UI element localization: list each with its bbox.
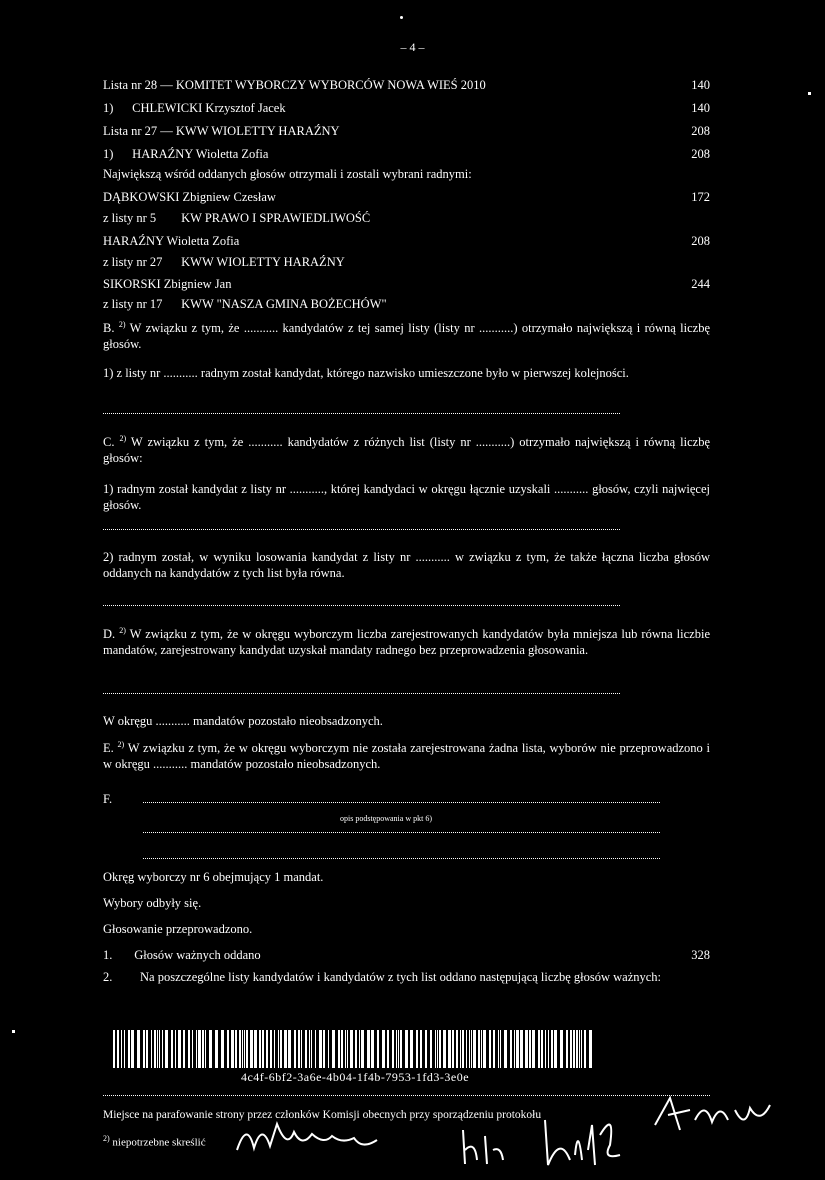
- signature: [232, 1110, 382, 1160]
- barcode-bar: [532, 1030, 535, 1068]
- barcode-bar: [538, 1030, 540, 1068]
- barcode-bar: [473, 1030, 476, 1068]
- barcode-bar: [270, 1030, 272, 1068]
- barcode-bar: [529, 1030, 531, 1068]
- barcode-bar: [209, 1030, 212, 1068]
- barcode-bar: [323, 1030, 325, 1068]
- barcode-bar: [124, 1030, 125, 1068]
- list-27-votes: 208: [691, 124, 710, 138]
- list-28-votes: 140: [691, 78, 710, 92]
- barcode-bar: [554, 1030, 557, 1068]
- barcode-bar: [131, 1030, 134, 1068]
- section-b-text: [103, 320, 710, 352]
- barcode-bar: [498, 1030, 499, 1068]
- barcode-bar: [545, 1030, 546, 1068]
- barcode-bar: [121, 1030, 122, 1068]
- barcode-bar: [242, 1030, 243, 1068]
- barcode-bar: [192, 1030, 193, 1068]
- elected-row: [103, 190, 710, 206]
- barcode-bar: [227, 1030, 229, 1068]
- scan-speck: [12, 1030, 15, 1033]
- footer-text: Miejsce na parafowanie strony przez członków Komisji obecnych przy sporządzeniu protokołu: [103, 1109, 542, 1121]
- barcode-bar: [570, 1030, 572, 1068]
- barcode-bar: [548, 1030, 549, 1068]
- valid-votes-row: [103, 948, 710, 964]
- barcode-bar: [361, 1030, 364, 1068]
- barcode-bar: [143, 1030, 145, 1068]
- dotted-separator: [103, 529, 620, 530]
- candidate-votes: 140: [691, 101, 710, 115]
- barcode-bar: [396, 1030, 397, 1068]
- dotted-separator: [103, 693, 620, 694]
- section-letter: B.: [103, 321, 115, 336]
- barcode-bar: [288, 1030, 291, 1068]
- footer-footnote: [103, 1134, 206, 1150]
- barcode-bar: [355, 1030, 357, 1068]
- barcode-bar: [198, 1030, 201, 1068]
- list-27-label: Lista nr 27 — KWW WIOLETTY HARAŹNY: [103, 124, 340, 138]
- elected-list-row: [103, 297, 387, 313]
- section-f-letter: F.: [103, 792, 113, 806]
- barcode-bar: [525, 1030, 528, 1068]
- barcode-bar: [345, 1030, 346, 1068]
- barcode-bar: [516, 1030, 519, 1068]
- barcode-bar: [573, 1030, 575, 1068]
- barcode-bar: [231, 1030, 234, 1068]
- footnote-text: niepotrzebne skreślić: [112, 1136, 206, 1149]
- list-28-candidate-row: [103, 101, 710, 117]
- barcode-bar: [520, 1030, 523, 1068]
- elected-committee: KWW "NASZA GMINA BOŻECHÓW": [181, 297, 387, 311]
- footnote-mark: 2): [119, 434, 127, 443]
- barcode-bar: [367, 1030, 370, 1068]
- barcode-bar: [579, 1030, 580, 1068]
- barcode-bar: [137, 1030, 140, 1068]
- barcode-bar: [581, 1030, 582, 1068]
- list-27-row: [103, 124, 710, 140]
- barcode-bar: [387, 1030, 389, 1068]
- barcode-bar: [254, 1030, 257, 1068]
- section-b-paragraph-2: 1) z listy nr ........... radnym został kandydat, którego nazwisko umieszczone było w pierwszej kolejności.: [103, 366, 629, 380]
- barcode-bar: [435, 1030, 436, 1068]
- barcode-bar: [359, 1030, 360, 1068]
- elected-list-row: [103, 211, 370, 227]
- barcode-bar: [162, 1030, 163, 1068]
- scan-speck: [400, 16, 403, 19]
- section-c-text: [103, 434, 710, 466]
- barcode-bar: [315, 1030, 316, 1068]
- barcode-bar: [439, 1030, 441, 1068]
- page-number: – 4 –: [400, 40, 425, 54]
- barcode-bar: [188, 1030, 190, 1068]
- barcode-bar: [400, 1030, 402, 1068]
- elected-list-number: z listy nr 27: [103, 255, 163, 269]
- barcode-bar: [298, 1030, 300, 1068]
- barcode-bar: [560, 1030, 563, 1068]
- footnote-mark: 2): [118, 320, 126, 329]
- barcode-bar: [250, 1030, 253, 1068]
- section-b-paragraph-1: W związku z tym, że ........... kandydatów z tej samej listy (listy nr ...........) otrzymało największą i równą liczbę głosów.: [103, 321, 711, 351]
- dotted-line: [143, 832, 660, 833]
- barcode-bar: [350, 1030, 353, 1068]
- barcode-bar: [481, 1030, 482, 1068]
- barcode-bar: [398, 1030, 399, 1068]
- barcode-bar: [128, 1030, 130, 1068]
- candidate-name: CHLEWICKI Krzysztof Jacek: [132, 101, 286, 115]
- barcode-bar: [460, 1030, 461, 1068]
- section-c-paragraph-1: W związku z tym, że ........... kandydatów z różnych list (listy nr ...........) otrzymało największą i równą liczbę głosów:: [103, 435, 710, 465]
- barcode-bar: [309, 1030, 310, 1068]
- barcode-bar: [175, 1030, 176, 1068]
- barcode-bar: [205, 1030, 206, 1068]
- dotted-separator: [103, 413, 620, 414]
- barcode-bar: [392, 1030, 394, 1068]
- barcode-bar: [551, 1030, 553, 1068]
- barcode-bar: [377, 1030, 379, 1068]
- barcode-bar: [452, 1030, 454, 1068]
- barcode-bar: [430, 1030, 432, 1068]
- barcode-bar: [294, 1030, 296, 1068]
- barcode-bar: [196, 1030, 197, 1068]
- barcode-bar: [146, 1030, 148, 1068]
- item-text: Na poszczególne listy kandydatów i kandydatów z tych list oddano następującą liczbę głosów ważnych:: [140, 970, 662, 984]
- barcode-bar: [274, 1030, 275, 1068]
- barcode-bar: [332, 1030, 335, 1068]
- barcode-bar: [280, 1030, 282, 1068]
- barcode-bar: [259, 1030, 261, 1068]
- section-e-paragraph-1: W związku z tym, że w okręgu wyborczym nie została zarejestrowana żadna lista, wyborów nie przeprowadzono i w okręgu ........... mandatów pozostało nieobsadzonych.: [103, 741, 710, 771]
- barcode-bar: [471, 1030, 472, 1068]
- footnote-mark: 2): [103, 1134, 110, 1143]
- barcode: [113, 1030, 597, 1068]
- barcode-bar: [338, 1030, 340, 1068]
- elected-list-row: [103, 255, 345, 271]
- barcode-bar: [341, 1030, 343, 1068]
- list-28-row: [103, 78, 710, 94]
- barcode-bar: [405, 1030, 408, 1068]
- barcode-bar: [239, 1030, 241, 1068]
- elected-list-number: z listy nr 17: [103, 297, 163, 311]
- barcode-bar: [589, 1030, 592, 1068]
- barcode-bar: [504, 1030, 507, 1068]
- barcode-bar: [221, 1030, 224, 1068]
- barcode-bar: [483, 1030, 486, 1068]
- barcode-bar: [157, 1030, 158, 1068]
- scan-speck: [808, 92, 811, 95]
- barcode-bar: [244, 1030, 245, 1068]
- barcode-bar: [178, 1030, 181, 1068]
- barcode-bar: [113, 1030, 115, 1068]
- elected-votes: 244: [691, 277, 710, 291]
- footnote-mark: 2): [119, 626, 126, 635]
- barcode-bar: [466, 1030, 467, 1068]
- signature: [650, 1090, 780, 1140]
- section-c-paragraph-2: 1) radnym został kandydat z listy nr ..........., której kandydaci w okręgu łącznie uzyskali ........... głosów, czyli najwięcej głosów.: [103, 482, 710, 512]
- elected-committee: KW PRAWO I SPRAWIEDLIWOŚĆ: [181, 211, 371, 225]
- barcode-bar: [117, 1030, 119, 1068]
- candidate-index: 1): [103, 147, 114, 161]
- item-index: 1.: [103, 948, 113, 962]
- section-c-paragraph-3: 2) radnym został, w wyniku losowania kandydat z listy nr ........... w związku z tym, że także łączna liczba głosów oddanych na kandydatów z tych list była równa.: [103, 550, 710, 580]
- section-letter: D.: [103, 627, 116, 642]
- barcode-bar: [278, 1030, 279, 1068]
- barcode-bar: [456, 1030, 458, 1068]
- section-letter: E.: [103, 741, 114, 756]
- barcode-bar: [151, 1030, 152, 1068]
- barcode-bar: [235, 1030, 237, 1068]
- signature: [455, 1120, 525, 1170]
- barcode-bar: [462, 1030, 464, 1068]
- barcode-bar: [311, 1030, 312, 1068]
- barcode-bar: [541, 1030, 543, 1068]
- section-d-paragraph-2: W okręgu ........... mandatów pozostało nieobsadzonych.: [103, 714, 383, 728]
- barcode-bar: [328, 1030, 329, 1068]
- section-letter: C.: [103, 435, 115, 450]
- election-held: Wybory odbyły się.: [103, 896, 202, 910]
- elected-row: [103, 277, 710, 293]
- dotted-line: [143, 802, 660, 803]
- barcode-bar: [443, 1030, 446, 1068]
- barcode-bar: [478, 1030, 480, 1068]
- barcode-bar: [246, 1030, 248, 1068]
- section-d-text: [103, 626, 710, 658]
- candidate-name: HARAŹNY Wioletta Zofia: [132, 147, 269, 161]
- elected-name: HARAŹNY Wioletta Zofia: [103, 234, 240, 248]
- barcode-bar: [514, 1030, 515, 1068]
- list-27-candidate-row: [103, 147, 710, 163]
- barcode-bar: [266, 1030, 268, 1068]
- barcode-bar: [165, 1030, 168, 1068]
- candidate-votes: 208: [691, 147, 710, 161]
- barcode-bar: [154, 1030, 156, 1068]
- barcode-bar: [566, 1030, 568, 1068]
- barcode-bar: [382, 1030, 385, 1068]
- barcode-bar: [171, 1030, 173, 1068]
- barcode-bar: [489, 1030, 491, 1068]
- item-text: Głosów ważnych oddano: [134, 948, 261, 962]
- elected-committee: KWW WIOLETTY HARAŹNY: [181, 255, 345, 269]
- signature: [540, 1105, 630, 1175]
- valid-votes-value: 328: [691, 948, 710, 962]
- barcode-bar: [425, 1030, 427, 1068]
- elected-name: DĄBKOWSKI Zbigniew Czesław: [103, 190, 276, 204]
- barcode-bar: [159, 1030, 160, 1068]
- most-votes-intro: Największą wśród oddanych głosów otrzymali i zostali wybrani radnymi:: [103, 167, 472, 181]
- district-info: Okręg wyborczy nr 6 obejmujący 1 mandat.: [103, 870, 324, 884]
- elected-list-number: z listy nr 5: [103, 211, 157, 225]
- footer-separator: [103, 1095, 710, 1096]
- barcode-bar: [319, 1030, 322, 1068]
- section-e-text: [103, 740, 710, 772]
- barcode-bar: [215, 1030, 218, 1068]
- barcode-bar: [448, 1030, 451, 1068]
- barcode-bar: [500, 1030, 501, 1068]
- barcode-bar: [576, 1030, 578, 1068]
- barcode-bar: [347, 1030, 348, 1068]
- barcode-text: 4c4f-6bf2-3a6e-4b04-1f4b-7953-1fd3-3e0e: [240, 1070, 470, 1084]
- dotted-line: [143, 858, 660, 859]
- section-d-paragraph-1: W związku z tym, że w okręgu wyborczym liczba zarejestrowanych kandydatów była mniejsza lub równa liczbie mandatów, zarejestrowany kandydat uzyskał mandaty radnego bez przeprowadzenia głosowania.: [103, 627, 710, 657]
- barcode-bar: [410, 1030, 413, 1068]
- barcode-bar: [305, 1030, 307, 1068]
- elected-row: [103, 234, 710, 250]
- section-f-note: opis podstępowania w pkt 6): [340, 814, 432, 823]
- item-index: 2.: [103, 970, 113, 984]
- barcode-bar: [420, 1030, 422, 1068]
- list-28-label: Lista nr 28 — KOMITET WYBORCZY WYBORCÓW NOWA WIEŚ 2010: [103, 78, 486, 92]
- barcode-bar: [371, 1030, 374, 1068]
- barcode-bar: [284, 1030, 287, 1068]
- voting-conducted: Głosowanie przeprowadzono.: [103, 922, 253, 936]
- barcode-bar: [262, 1030, 264, 1068]
- footnote-mark: 2): [117, 740, 125, 749]
- barcode-bar: [202, 1030, 204, 1068]
- barcode-bar: [469, 1030, 470, 1068]
- elected-votes: 208: [691, 234, 710, 248]
- dotted-separator: [103, 605, 620, 606]
- barcode-bar: [493, 1030, 495, 1068]
- barcode-bar: [301, 1030, 302, 1068]
- elected-votes: 172: [691, 190, 710, 204]
- barcode-bar: [584, 1030, 586, 1068]
- candidate-index: 1): [103, 101, 114, 115]
- barcode-bar: [437, 1030, 438, 1068]
- barcode-bar: [510, 1030, 512, 1068]
- elected-name: SIKORSKI Zbigniew Jan: [103, 277, 232, 291]
- barcode-bar: [183, 1030, 185, 1068]
- barcode-bar: [416, 1030, 418, 1068]
